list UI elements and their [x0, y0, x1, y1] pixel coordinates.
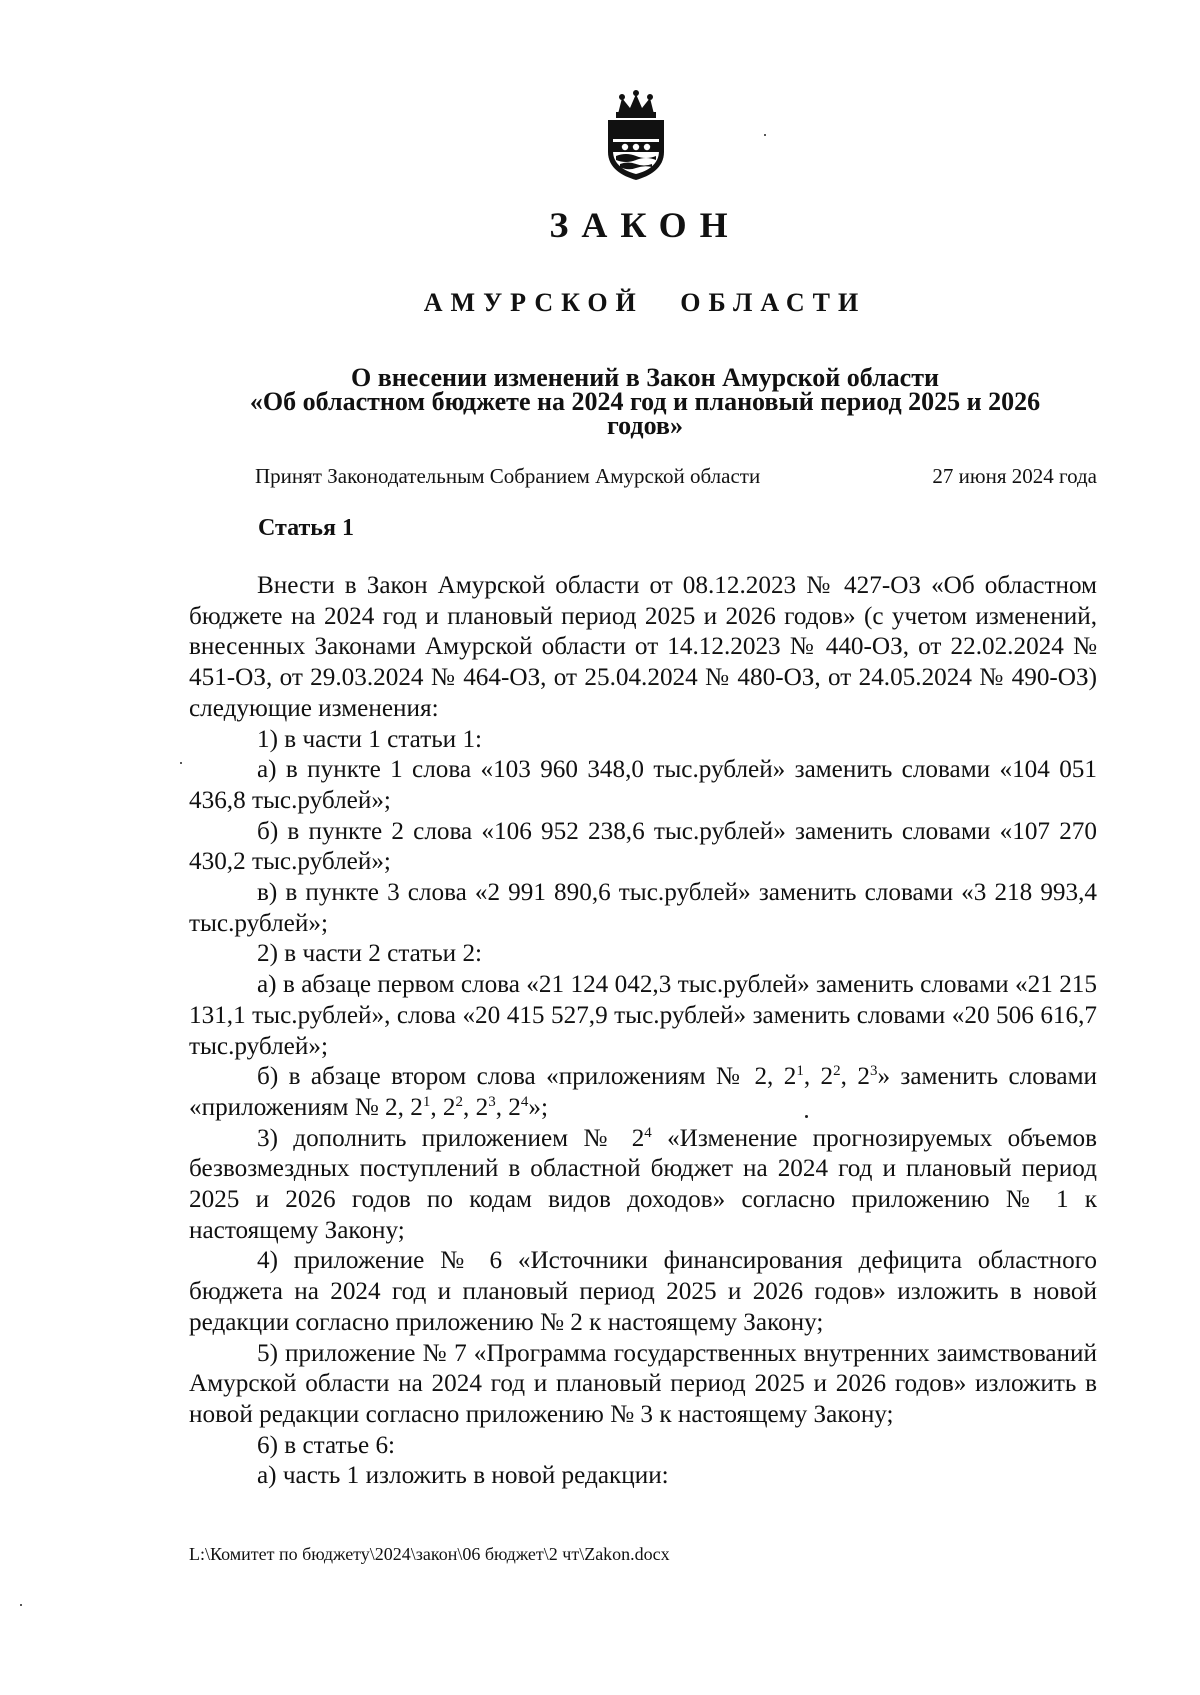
scan-speck [20, 1604, 22, 1606]
article-body [189, 571, 1097, 1492]
item-2b-text: »; [528, 1093, 548, 1121]
item-1c: в) в пункте 3 слова «2 991 890,6 тыс.рублей» заменить словами «3 218 993,4 тыс.рублей»; [189, 879, 1097, 937]
item-2b-text: б) в абзаце втором слова «приложениям № 2, 2 [257, 1063, 797, 1091]
adopted-date: 27 июня 2024 года [932, 464, 1097, 488]
scan-speck [764, 134, 766, 136]
item-5: 5) приложение № 7 «Программа государственных внутренних заимствований Амурской области на 2024 год и плановый период 2025 и 2026 годов» изложить в новой редакции согласно приложению № 3 к настоящему Закону; [189, 1339, 1097, 1428]
document-subtitle: АМУРСКОЙ ОБЛАСТИ [423, 288, 867, 317]
superscript: 4 [644, 1124, 652, 1141]
document-title: ЗАКОН [549, 205, 741, 245]
item-2a: а) в абзаце первом слова «21 124 042,3 тыс.рублей» заменить словами «21 215 131,1 тыс.рублей», слова «20 415 527,9 тыс.рублей» заменить словами «20 506 616,7 тыс.рублей»; [189, 971, 1097, 1060]
law-heading [220, 363, 1070, 440]
superscript: 3 [869, 1063, 878, 1080]
item-2b-text: , 2 [840, 1063, 870, 1091]
item-2b [189, 1062, 1097, 1123]
coat-of-arms-icon [600, 90, 672, 182]
item-6a: а) часть 1 изложить в новой редакции: [257, 1462, 669, 1490]
law-heading-line2: «Об областном бюджете на 2024 год и плановый период 2025 и 2026 годов» [249, 387, 1041, 440]
superscript: 1 [422, 1093, 431, 1110]
superscript: 3 [488, 1093, 496, 1110]
article-title: Статья 1 [258, 515, 354, 541]
item-2b-text: , 2 [803, 1063, 834, 1091]
item-2b-text: , 2 [495, 1093, 521, 1121]
item-3-text: «Изменение прогнозируемых объемов безвозмездных поступлений в областной бюджет на 2024 год и плановый период 2025 и 2026 годов по кодам видов доходов» согласно приложению № 1 к настоящему Закону; [189, 1124, 1097, 1244]
superscript: 4 [520, 1093, 529, 1110]
item-1b: б) в пункте 2 слова «106 952 238,6 тыс.рублей» заменить словами «107 270 430,2 тыс.рублей»; [189, 817, 1097, 876]
superscript: 1 [796, 1063, 804, 1080]
item-6: 6) в статье 6: [257, 1431, 396, 1459]
item-1: 1) в части 1 статьи 1: [257, 725, 483, 753]
item-2b-text: » заменить словами «приложениям № 2, 2 [189, 1063, 1098, 1121]
item-2: 2) в части 2 статьи 2: [257, 940, 483, 968]
footer-file-path: L:\Комитет по бюджету\2024\закон\06 бюджет\2 чт\Zakon.docx [189, 1544, 670, 1564]
superscript: 2 [455, 1093, 464, 1110]
intro-paragraph: Внести в Закон Амурской области от 08.12.2023 № 427-ОЗ «Об областном бюджете на 2024 год и плановый период 2025 и 2026 годов» (с учетом изменений, внесенных Законами Амурской области от 14.12.2023 № 440-ОЗ, от 22.02.2024 № 451-ОЗ, от 29.03.2024 № 464-ОЗ, от 25.04.2024 № 480-ОЗ, от 24.05.2024 № 490-ОЗ) следующие изменения: [189, 572, 1097, 722]
scan-speck [805, 1115, 808, 1118]
adopted-by: Принят Законодательным Собранием Амурской области [255, 464, 761, 488]
item-4: 4) приложение № 6 «Источники финансирования дефицита областного бюджета на 2024 год и плановый период 2025 и 2026 годов» изложить в новой редакции согласно приложению № 2 к настоящему Закону; [189, 1247, 1097, 1336]
law-heading-line1: О внесении изменений в Закон Амурской области [351, 363, 939, 392]
scan-speck [180, 762, 182, 764]
item-2b-text: , 2 [430, 1093, 456, 1121]
superscript: 2 [833, 1063, 841, 1080]
item-3 [189, 1124, 1097, 1247]
item-3-text: 3) дополнить приложением № 2 [257, 1124, 645, 1152]
item-2b-text: , 2 [463, 1093, 489, 1121]
item-1a: а) в пункте 1 слова «103 960 348,0 тыс.рублей» заменить словами «104 051 436,8 тыс.рублей»; [189, 756, 1097, 814]
